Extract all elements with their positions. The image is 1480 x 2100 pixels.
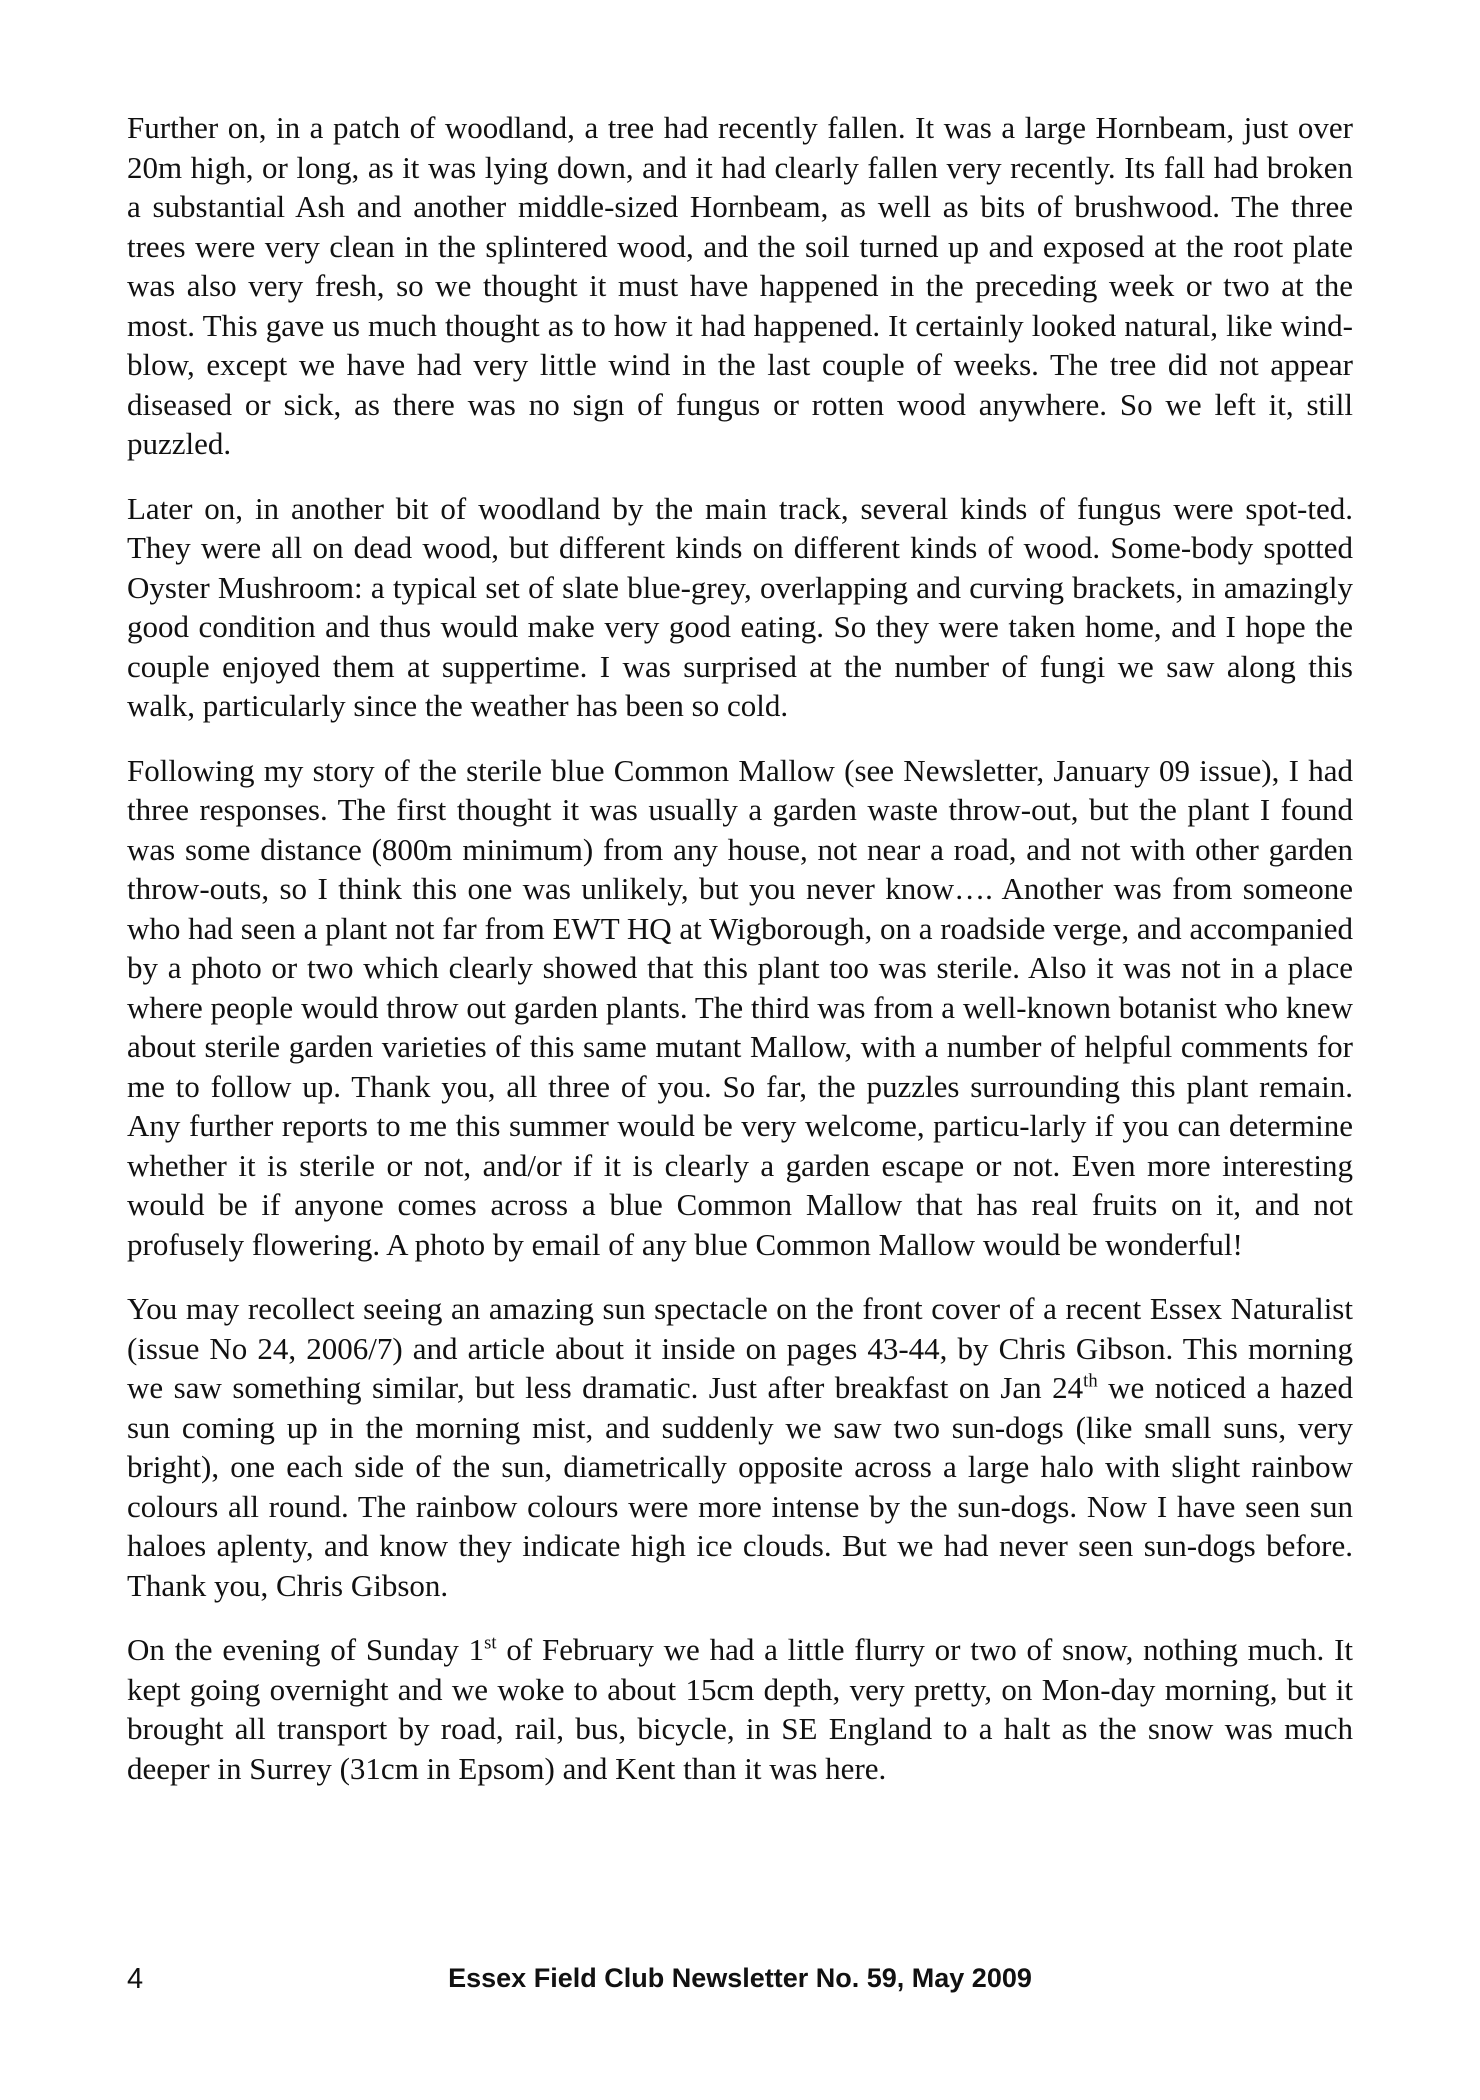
paragraph-snow: [127, 1630, 1353, 1788]
paragraph-text: Further on, in a patch of woodland, a tree had recently fallen. It was a large Hornbeam, just over 20m high, or long, as it was lying down, and it had clearly fallen very recently. Its fall had broken a substantial Ash and another middle-sized Hornbeam, as well as bits of brushwood. The three trees were very clean in the splintered wood, and the soil turned up and exposed at the root plate was also very fresh, so we thought it must have happened in the preceding week or two at the most. This gave us much thought as to how it had happened. It certainly looked natural, like wind-blow, except we have had very little wind in the last couple of weeks. The tree did not appear diseased or sick, as there was no sign of fungus or rotten wood anywhere. So we left it, still puzzled.: [127, 110, 1353, 461]
ordinal-suffix: st: [484, 1632, 497, 1654]
paragraph-sun-dogs: [127, 1289, 1353, 1605]
paragraph-text: You may recollect seeing an amazing sun spectacle on the front cover of a recent Essex Naturalist (issue No 24, 2006/7) and article about it inside on pages 43-44, by Chris Gibson. This morning we saw something similar, but less dramatic. Just after breakfast on Jan 24: [127, 1291, 1353, 1405]
paragraph-fungus: [127, 489, 1353, 726]
paragraph-text: Following my story of the sterile blue Common Mallow (see Newsletter, January 09 issue), I had three responses. The first thought it was usually a garden waste throw-out, but the plant I found was some distance (800m minimum) from any house, not near a road, and not with other garden throw-outs, so I think this one was unlikely, but you never know…. Another was from someone who had seen a plant not far from EWT HQ at Wigborough, on a roadside verge, and accompanied by a photo or two which clearly showed that this plant too was sterile. Also it was not in a place where people would throw out garden plants. The third was from a well-known botanist who knew about sterile garden varieties of this same mutant Mallow, with a number of helpful comments for me to follow up. Thank you, all three of you. So far, the puzzles surrounding this plant remain. Any further reports to me this summer would be very welcome, particu-larly if you can determine whether it is sterile or not, and/or if it is clearly a garden escape or not. Even more interesting would be if anyone comes across a blue Common Mallow that has real fruits on it, and not profusely flowering. A photo by email of any blue Common Mallow would be wonderful!: [127, 752, 1353, 1262]
paragraph-text: of February we had a little flurry or two of snow, nothing much. It kept going overnight and we woke to about 15cm depth, very pretty, on Mon-day morning, but it brought all transport by road, rail, bus, bicycle, in SE England to a halt as the snow was much deeper in Surrey (31cm in Epsom) and Kent than it was here.: [127, 1632, 1353, 1786]
page-number: 4: [127, 1963, 144, 1995]
paragraph-text: On the evening of Sunday 1: [127, 1632, 485, 1667]
ordinal-suffix: th: [1083, 1370, 1098, 1392]
paragraph-fallen-hornbeam: [127, 108, 1353, 464]
article-body: [127, 108, 1353, 1813]
newsletter-title: Essex Field Club Newsletter No. 59, May 2009: [448, 1963, 1032, 1993]
page-footer: [127, 1963, 1353, 2003]
paragraph-text: we noticed a hazed sun coming up in the morning mist, and suddenly we saw two sun-dogs (like small suns, very bright), one each side of the sun, diametrically opposite across a large halo with slight rainbow colours all round. The rainbow colours were more intense by the sun-dogs. Now I have seen sun haloes aplenty, and know they indicate high ice clouds. But we had never seen sun-dogs before. Thank you, Chris Gibson.: [127, 1370, 1353, 1603]
paragraph-common-mallow: [127, 751, 1353, 1265]
paragraph-text: Later on, in another bit of woodland by the main track, several kinds of fungus were spot-ted. They were all on dead wood, but different kinds on different kinds of wood. Some-body spotted Oyster Mushroom: a typical set of slate blue-grey, overlapping and curving brackets, in amazingly good condition and thus would make very good eating. So they were taken home, and I hope the couple enjoyed them at suppertime. I was surprised at the number of fungi we saw along this walk, particularly since the weather has been so cold.: [127, 490, 1353, 723]
